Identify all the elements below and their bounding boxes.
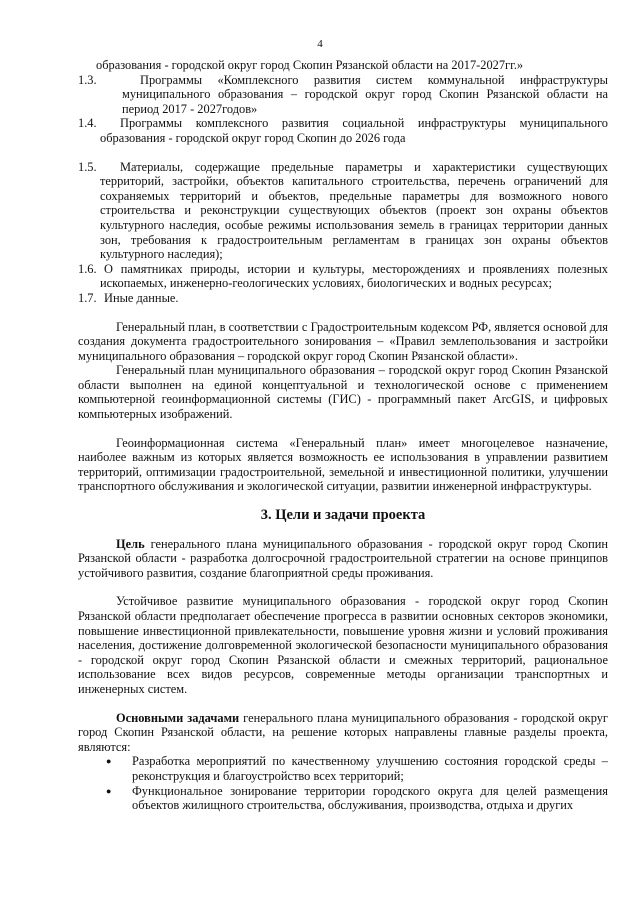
- text-line: образования - городской округ город Скопин Рязанской области на 2017-2027гг.»: [96, 58, 524, 72]
- tasks-label: Основными задачами: [116, 710, 240, 725]
- goal-paragraph: [78, 537, 608, 581]
- paragraph: Генеральный план муниципального образования – городской округ город Скопин Рязанской области выполнен на единой концептуальной и технологической основе с применением компьютерной геоинформационной системы (ГИС) - программный пакет ArcGIS, и цифровых компьютерных изображений.: [78, 363, 608, 422]
- goal-text: генерального плана муниципального образования - городской округ город Скопин Рязанской области - разработка долгосрочной градостроительной стратегии на основе принципов устойчивого развития, создание благоприятной среды проживания.: [78, 536, 608, 580]
- page-number: 4: [317, 38, 323, 50]
- item-number: 1.7.: [78, 290, 97, 305]
- tasks-text: генерального плана муниципального образования - городской округ город Скопин Рязанской области, на решение которых направлены главные разделы проекта, являются:: [78, 710, 609, 754]
- page-content: [78, 58, 608, 813]
- item-text: Программы «Комплексного развития систем коммунальной инфраструктуры муниципального образования – городской округ город Скопин Рязанской области на период 2017 - 2027годов»: [122, 72, 608, 116]
- tasks-paragraph: [78, 711, 608, 755]
- paragraph: Геоинформационная система «Генеральный план» имеет многоцелевое назначение, наиболее важным из которых является возможность ее использования в управлении развитием территорий, оптимизации градостроительной, земельной и инвестиционной политики, улучшении транспортного обслуживания и экологической ситуации, развитии инженерной инфраструктуры.: [78, 435, 608, 494]
- item-number: 1.6.: [78, 261, 97, 276]
- item-number: 1.5.: [78, 159, 97, 174]
- item-text: О памятниках природы, истории и культуры, месторождениях и проявлениях полезных ископаемых, инженерно-геологических условиях, биологических и водных ресурсах;: [100, 261, 608, 291]
- item-text: Материалы, содержащие предельные параметры и характеристики существующих территорий, застройки, объектов капитального строительства, перечень ограничений для сохраняемых территорий и объектов, предельные параметры для возможного нового строительства и реконструкции существующих объектов (проект зон охраны объектов культурного наследия, особые режимы использования земель в границах территории данных зон, требования к градостроительным регламентам в границах зон охраны объектов культурного наследия);: [100, 159, 608, 262]
- goal-label: Цель: [116, 536, 145, 551]
- list-item: [78, 160, 608, 262]
- bullet-text: Разработка мероприятий по качественному улучшению состояния городской среды – реконструкция и благоустройство всех территорий;: [132, 754, 608, 783]
- item-text: Программы комплексного развития социальной инфраструктуры муниципального образования - городской округ город Скопин до 2026 года: [100, 116, 608, 145]
- paragraph: Устойчивое развитие муниципального образования - городской округ город Скопин Рязанской области предполагает обеспечение прогресса в развитии основных секторов экономики, повышение инвестиционной привлекательности, повышение уровня жизни и условий проживания населения, достижение долговременной экологической безопасности муниципального образования - городской округ город Скопин Рязанской области и смежных территорий, рациональное использование всех видов ресурсов, современные методы организации транспортных и инженерных систем.: [78, 594, 608, 696]
- bullet-item: [106, 784, 608, 813]
- paragraph: Генеральный план, в соответствии с Градостроительным кодексом РФ, является основой для создания документа градостроительного зонирования – «Правил землепользования и застройки муниципального образования – городской округ город Скопин Рязанской области».: [78, 319, 608, 363]
- list-item: [78, 262, 608, 291]
- list-item: [78, 291, 608, 306]
- item-number: 1.4.: [78, 116, 97, 131]
- section-heading: 3. Цели и задачи проекта: [260, 507, 426, 524]
- bullet-item: [106, 754, 608, 783]
- list-item: [78, 116, 608, 145]
- bullet-icon: ●: [106, 756, 112, 767]
- list-item: [78, 73, 608, 117]
- bullet-text: Функциональное зонирование территории городского округа для целей размещения объектов жилищного строительства, обслуживания, производства, отдыха и других: [132, 783, 608, 813]
- item-text: Иные данные.: [104, 290, 179, 305]
- item-number: 1.3.: [78, 72, 97, 87]
- bullet-icon: ●: [106, 785, 112, 796]
